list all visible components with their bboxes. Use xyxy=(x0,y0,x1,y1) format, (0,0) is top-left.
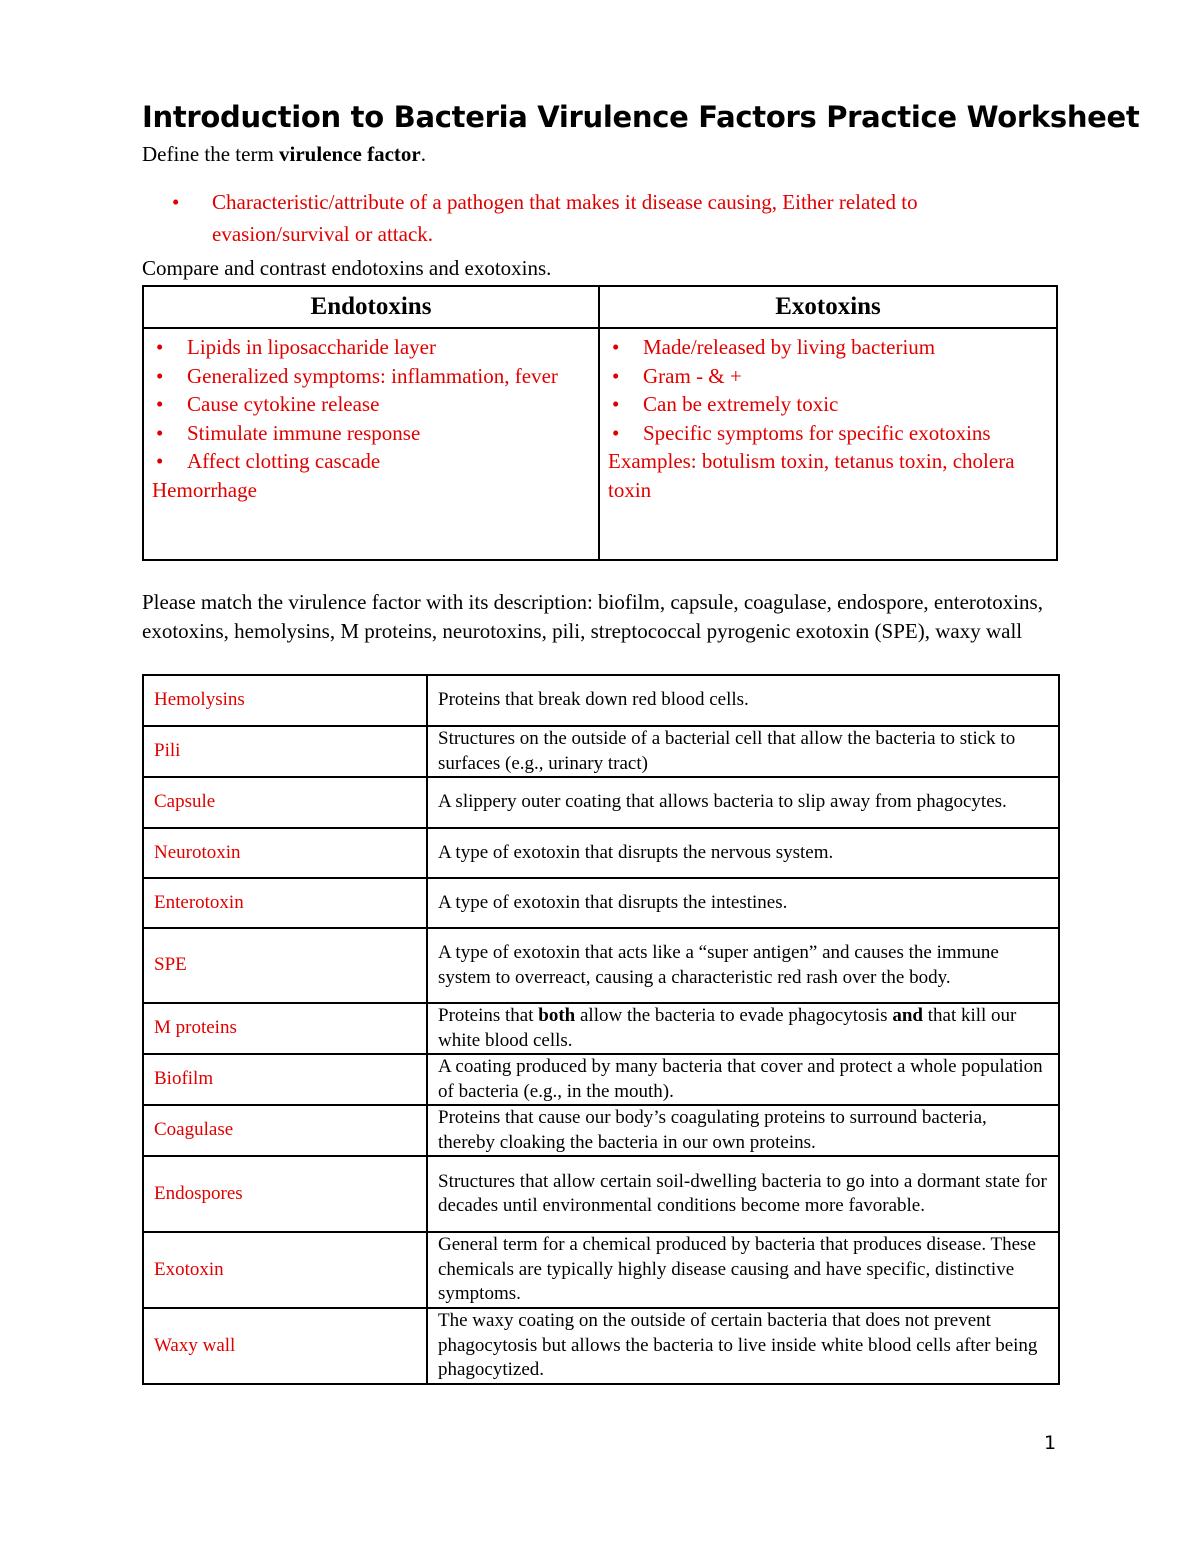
table-row xyxy=(143,1105,1059,1156)
desc-part: Proteins that xyxy=(438,1005,539,1026)
list-item xyxy=(608,419,1048,448)
factor-description: Proteins that break down red blood cells. xyxy=(427,675,1059,726)
list-item xyxy=(152,362,590,391)
bullet-icon: • xyxy=(156,420,164,445)
list-item xyxy=(608,362,1048,391)
define-term: virulence factor xyxy=(279,142,421,166)
list-item xyxy=(152,333,590,362)
factor-term: Enterotoxin xyxy=(143,878,427,928)
page-title: Introduction to Bacteria Virulence Factors Practice Worksheet xyxy=(142,100,1140,134)
list-item-text: Affect clotting cascade xyxy=(187,449,381,473)
factor-term: Hemolysins xyxy=(143,675,427,726)
factor-term: Coagulase xyxy=(143,1105,427,1156)
table-row xyxy=(143,928,1059,1003)
factor-description: General term for a chemical produced by bacteria that produces disease. These chemicals are typically highly disease causing and have specific, distinctive symptoms. xyxy=(427,1232,1059,1308)
bullet-icon: • xyxy=(156,392,164,416)
table-row xyxy=(143,777,1059,828)
toxin-comparison-table xyxy=(142,285,1058,561)
list-item-text: Made/released by living bacterium xyxy=(643,335,936,359)
table-row xyxy=(143,675,1059,726)
factor-description: Structures on the outside of a bacterial cell that allow the bacteria to stick to surfaces (e.g., urinary tract) xyxy=(427,726,1059,777)
bullet-icon: • xyxy=(156,363,164,388)
bullet-icon: • xyxy=(612,420,620,445)
factor-description: A type of exotoxin that disrupts the intestines. xyxy=(427,878,1059,928)
factor-description: A coating produced by many bacteria that cover and protect a whole population of bacteria (e.g., in the mouth). xyxy=(427,1054,1059,1105)
exotoxins-list xyxy=(608,333,1048,447)
definition-answer xyxy=(142,186,1022,250)
definition-answer-list xyxy=(142,186,1022,250)
exotoxins-header: Exotoxins xyxy=(599,286,1057,328)
factor-description: The waxy coating on the outside of certain bacteria that does not prevent phagocytosis but allows the bacteria to live inside white blood cells after being phagocytized. xyxy=(427,1308,1059,1384)
table-row xyxy=(143,828,1059,878)
table-row xyxy=(143,1232,1059,1308)
bullet-icon: • xyxy=(156,335,164,359)
desc-emphasis: and xyxy=(892,1005,923,1026)
define-suffix: . xyxy=(420,142,426,166)
definition-answer-text: Characteristic/attribute of a pathogen that makes it disease causing, Either related to evasion/survival or attack. xyxy=(212,190,918,246)
list-item xyxy=(608,390,1048,419)
desc-part: allow the bacteria to evade phagocytosis xyxy=(575,1005,893,1026)
bullet-icon: • xyxy=(156,449,164,473)
list-item-text: Generalized symptoms: inflammation, fever xyxy=(187,363,558,388)
table-row xyxy=(143,1156,1059,1232)
factor-description: Proteins that cause our body’s coagulating proteins to surround bacteria, thereby cloaking the bacteria in our own proteins. xyxy=(427,1105,1059,1156)
compare-prompt: Compare and contrast endotoxins and exotoxins. xyxy=(142,256,552,280)
endotoxins-cell xyxy=(143,328,599,560)
factor-term: Biofilm xyxy=(143,1054,427,1105)
factor-term: Exotoxin xyxy=(143,1232,427,1308)
list-item-text: Can be extremely toxic xyxy=(643,392,839,416)
virulence-factor-table xyxy=(142,674,1060,1385)
factor-term: Pili xyxy=(143,726,427,777)
factor-description: A slippery outer coating that allows bacteria to slip away from phagocytes. xyxy=(427,777,1059,828)
table-row xyxy=(143,1054,1059,1105)
factor-description: A type of exotoxin that acts like a “super antigen” and causes the immune system to overreact, causing a characteristic red rash over the body. xyxy=(427,928,1059,1003)
factor-description: A type of exotoxin that disrupts the nervous system. xyxy=(427,828,1059,878)
endotoxins-extra: Hemorrhage xyxy=(152,477,257,502)
factor-description: Structures that allow certain soil-dwelling bacteria to go into a dormant state for decades until environmental conditions become more favorable. xyxy=(427,1156,1059,1232)
exotoxins-extra: Examples: botulism toxin, tetanus toxin, cholera toxin xyxy=(608,449,1015,502)
define-prefix: Define the term xyxy=(142,142,280,166)
factor-term: Capsule xyxy=(143,777,427,828)
bullet-icon: • xyxy=(612,392,620,416)
list-item-text: Cause cytokine release xyxy=(187,392,380,416)
factor-term: Neurotoxin xyxy=(143,828,427,878)
list-item xyxy=(152,419,590,448)
page-number: 1 xyxy=(1044,1432,1057,1454)
table-row xyxy=(143,726,1059,777)
list-item xyxy=(152,447,590,476)
factor-term: Endospores xyxy=(143,1156,427,1232)
exotoxins-cell xyxy=(599,328,1057,560)
bullet-icon: • xyxy=(612,363,620,388)
factor-term: SPE xyxy=(143,928,427,1003)
list-item-text: Gram - & + xyxy=(643,363,742,388)
bullet-icon: • xyxy=(612,335,620,359)
list-item-text: Stimulate immune response xyxy=(187,420,421,445)
factor-term: Waxy wall xyxy=(143,1308,427,1384)
toxin-body-row xyxy=(143,328,1057,560)
desc-emphasis: both xyxy=(538,1005,576,1026)
endotoxins-list xyxy=(152,333,590,476)
list-item xyxy=(608,333,1048,362)
list-item-text: Lipids in liposaccharide layer xyxy=(187,335,436,359)
factor-description xyxy=(427,1003,1059,1054)
factor-term: M proteins xyxy=(143,1003,427,1054)
toxin-header-row xyxy=(143,286,1057,328)
list-item xyxy=(152,390,590,419)
define-prompt xyxy=(142,142,426,167)
table-row xyxy=(143,878,1059,928)
list-item-text: Specific symptoms for specific exotoxins xyxy=(643,420,991,445)
table-row xyxy=(143,1308,1059,1384)
table-row xyxy=(143,1003,1059,1054)
bullet-icon: • xyxy=(172,190,180,214)
desc-part: that kill our white blood cells. xyxy=(438,1005,1017,1051)
match-prompt: Please match the virulence factor with its description: biofilm, capsule, coagulase, endospore, enterotoxins, exotoxins, hemolysins, M proteins, neurotoxins, pili, streptococcal pyrogenic exotoxin (SPE), waxy wall xyxy=(142,590,1043,643)
endotoxins-header: Endotoxins xyxy=(143,286,599,328)
